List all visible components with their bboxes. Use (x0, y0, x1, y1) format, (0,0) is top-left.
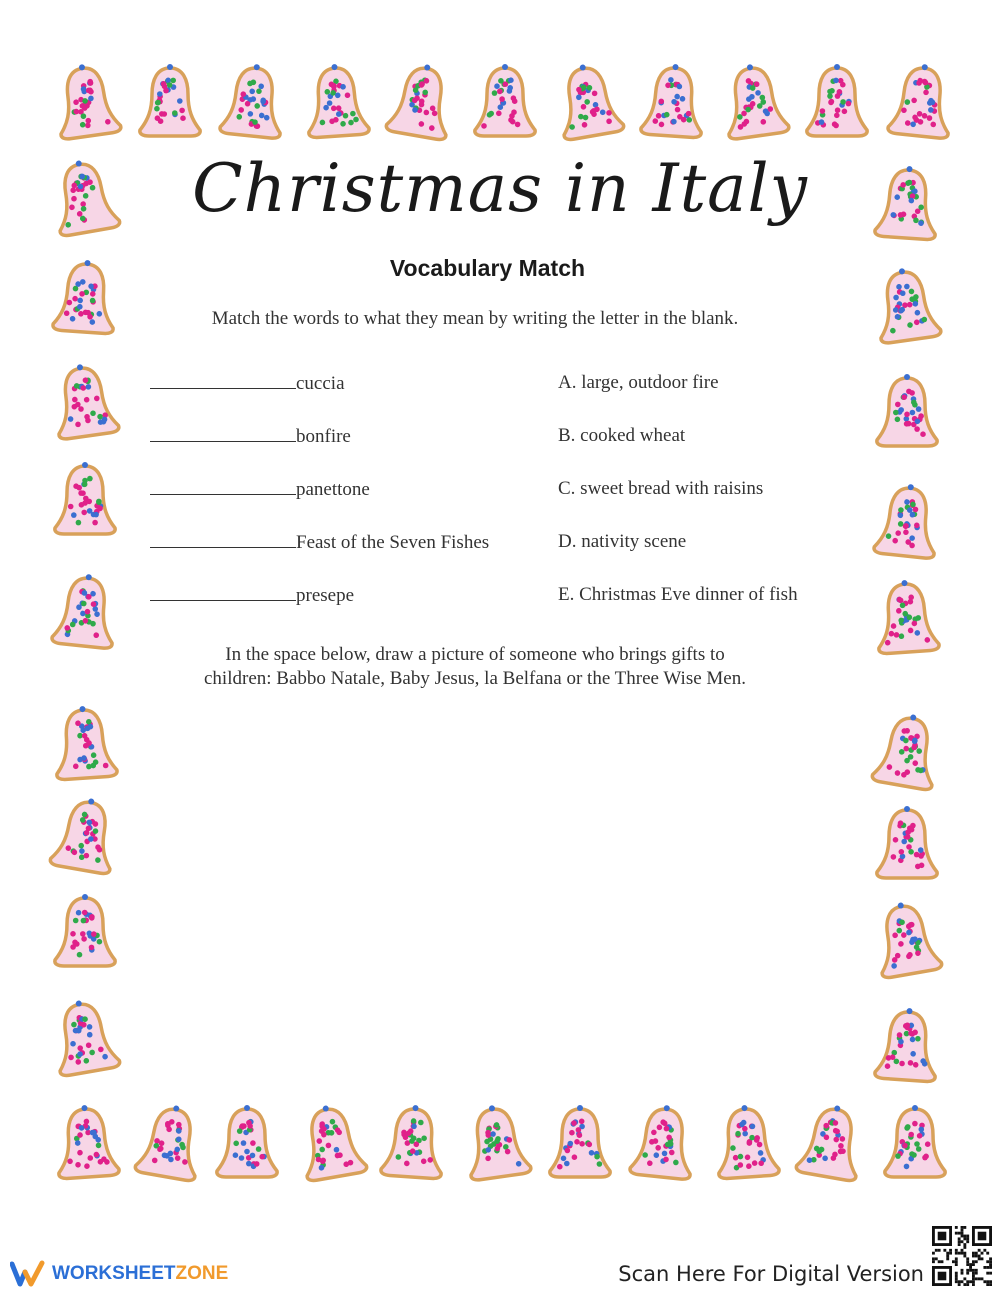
bell-cookie-icon (872, 804, 942, 886)
page-subtitle: Vocabulary Match (389, 255, 586, 281)
bell-cookie-icon (50, 362, 120, 444)
brand-name: WORKSHEETZONE (52, 1263, 229, 1284)
word-row (150, 426, 351, 448)
bell-cookie-icon (802, 62, 872, 144)
bell-cookie-icon (712, 1103, 782, 1185)
bell-cookie-icon (462, 1103, 532, 1185)
word-row (150, 479, 370, 501)
bell-cookie-icon (52, 1103, 122, 1185)
bell-cookie-icon (135, 62, 205, 144)
bell-cookie-icon (886, 62, 956, 144)
bell-cookie-icon (872, 712, 942, 794)
bell-cookie-icon (638, 62, 708, 144)
bell-cookie-icon (470, 62, 540, 144)
bell-cookie-icon (880, 1103, 950, 1185)
word-label: bonfire (296, 426, 351, 447)
answer-blank[interactable] (150, 374, 296, 389)
definition-item: A. large, outdoor fire (558, 372, 719, 393)
answer-blank[interactable] (150, 480, 296, 495)
qr-code-icon[interactable] (932, 1226, 992, 1286)
definition-item: D. nativity scene (558, 531, 687, 552)
bell-cookie-icon (872, 482, 942, 564)
answer-blank[interactable] (150, 586, 296, 601)
word-label: cuccia (296, 373, 345, 394)
definition-item: C. sweet bread with raisins (558, 478, 764, 499)
word-row (150, 373, 345, 395)
bell-cookie-icon (554, 62, 624, 144)
bell-cookie-icon (386, 62, 456, 144)
bell-cookie-icon (212, 1103, 282, 1185)
bell-cookie-icon (302, 62, 372, 144)
bell-cookie-icon (50, 460, 120, 542)
drawing-prompt (0, 643, 950, 691)
definition-item: E. Christmas Eve dinner of fish (558, 584, 798, 605)
worksheet-zone-logo-icon (10, 1260, 46, 1288)
scan-caption: Scan Here For Digital Version (618, 1262, 924, 1286)
answer-blank[interactable] (150, 427, 296, 442)
bell-cookie-icon (545, 1103, 615, 1185)
word-label: presepe (296, 585, 355, 606)
bell-cookie-icon (50, 892, 120, 974)
page-title: Christmas in Italy (192, 150, 808, 227)
bell-cookie-icon (872, 372, 942, 454)
bell-cookie-icon (297, 1103, 367, 1185)
bell-cookie-icon (628, 1103, 698, 1185)
bell-cookie-icon (872, 900, 942, 982)
bell-cookie-icon (50, 572, 120, 654)
word-row (150, 585, 354, 607)
word-label: Feast of the Seven Fishes (296, 532, 490, 553)
bell-cookie-icon (872, 1006, 942, 1088)
bell-cookie-icon (52, 62, 122, 144)
bell-cookie-icon (378, 1103, 448, 1185)
bell-cookie-icon (720, 62, 790, 144)
word-label: panettone (296, 479, 370, 500)
definition-item: B. cooked wheat (558, 425, 686, 446)
answer-blank[interactable] (150, 533, 296, 548)
drawing-prompt-line: In the space below, draw a picture of someone who brings gifts to (225, 644, 725, 665)
bell-cookie-icon (218, 62, 288, 144)
bell-cookie-icon (50, 998, 120, 1080)
bell-cookie-icon (135, 1103, 205, 1185)
drawing-prompt-line: children: Babbo Natale, Baby Jesus, la Belfana or the Three Wise Men. (204, 668, 746, 689)
bell-cookie-icon (50, 704, 120, 786)
worksheet-zone-logo[interactable] (10, 1258, 228, 1290)
bell-cookie-icon (50, 796, 120, 878)
instructions-text: Match the words to what they mean by writing the letter in the blank. (211, 308, 739, 329)
bell-cookie-icon (796, 1103, 866, 1185)
word-row (150, 532, 489, 554)
